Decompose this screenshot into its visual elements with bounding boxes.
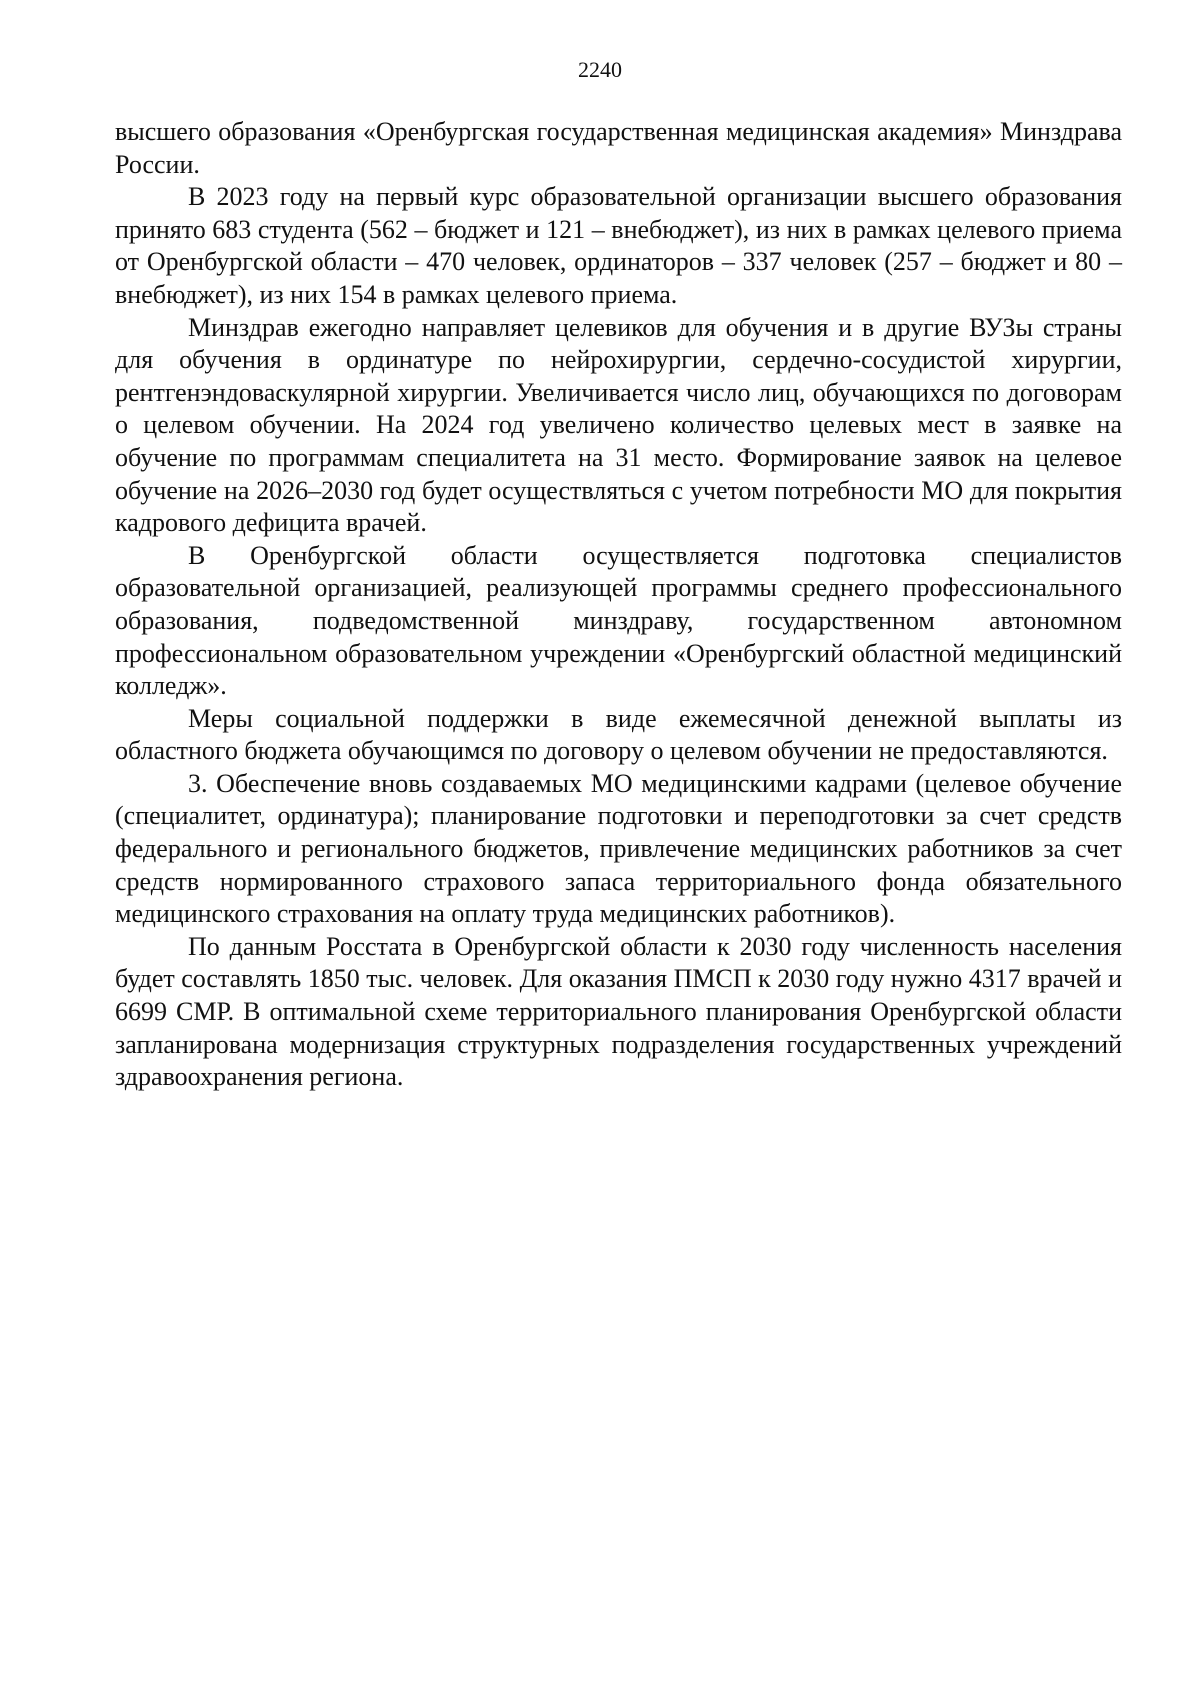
paragraph-medical-college: В Оренбургской области осуществляется подготовка специалистов образовательной организацией, реализующей программы среднего профессионального образования, подведомственной минздраву, государственном автономном профессиональном образовательном учреждении «Оренбургский областной медицинский колледж». [115,540,1122,701]
paragraph-continuation: высшего образования «Оренбургская государственная медицинская академия» Минздрава России. [115,117,1122,179]
paragraph-rosstat-forecast: По данным Росстата в Оренбургской области к 2030 году численность населения будет составлять 1850 тыс. человек. Для оказания ПМСП к 2030 году нужно 4317 врачей и 6699 СМР. В оптимальной схеме территориального планирования Оренбургской области запланирована модернизация структурных подразделения государственных учреждений здравоохранения региона. [115,931,1122,1092]
paragraph-targeted-training: Минздрав ежегодно направляет целевиков для обучения и в другие ВУЗы страны для обучения в ординатуре по нейрохирургии, сердечно-сосудистой хирургии, рентгенэндоваскулярной хирургии. Увеличивается число лиц, обучающихся по договорам о целевом обучении. На 2024 год увеличено количество целевых мест в заявке на обучение по программам специалитета на 31 место. Формирование заявок на целевое обучение на 2026–2030 год будет осуществляться с учетом потребности МО для покрытия кадрового дефицита врачей. [115,312,1122,538]
page-number: 2240 [578,57,622,82]
document-body [115,116,1122,1094]
paragraph-item-3: 3. Обеспечение вновь создаваемых МО медицинскими кадрами (целевое обучение (специалитет, ординатура); планирование подготовки и переподготовки за счет средств федерального и регионального бюджетов, привлечение медицинских работников за счет средств нормированного страхового запаса территориального фонда обязательного медицинского страхования на оплату труда медицинских работников). [115,768,1122,929]
paragraph-admissions-2023: В 2023 году на первый курс образовательной организации высшего образования принято 683 студента (562 – бюджет и 121 – внебюджет), из них в рамках целевого приема от Оренбургской области – 470 человек, ординаторов – 337 человек (257 – бюджет и 80 – внебюджет), из них 154 в рамках целевого приема. [115,182,1122,309]
paragraph-social-support: Меры социальной поддержки в виде ежемесячной денежной выплаты из областного бюджета обучающимся по договору о целевом обучении не предоставляются. [115,703,1122,766]
